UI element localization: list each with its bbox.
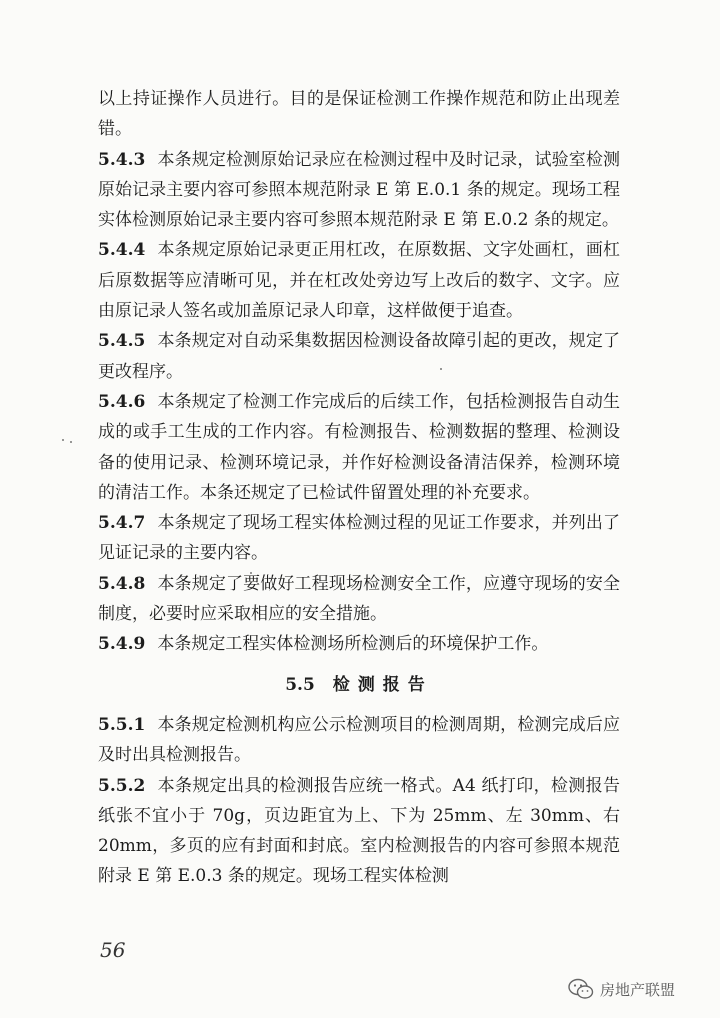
clause-text: 本条规定了检测工作完成后的后续工作，包括检测报告自动生成的或手工生成的工作内容。有检测报告、检测数据的整理、检测设备的使用记录、检测环境记录，并作好检测设备清洁保养，检测环境的清洁工作。本条还规定了已检试件留置处理的补充要求。 — [98, 391, 620, 503]
clause-5-4-9 — [98, 629, 620, 659]
clause-number: 5.5.1 — [98, 714, 146, 735]
clause-text: 本条规定检测原始记录应在检测过程中及时记录，试验室检测原始记录主要内容可参照本规范附录 E 第 E.0.1 条的规定。现场工程实体检测原始记录主要内容可参照本规范附录 E 第 E.0.2 条的规定。 — [98, 149, 620, 231]
clause-text: 本条规定原始记录更正用杠改，在原数据、文字处画杠，画杠后原数据等应清晰可见，并在杠改处旁边写上改后的数字、文字。应由原记录人签名或加盖原记录人印章，这样做便于追查。 — [98, 240, 620, 322]
section-title-text: 检测报告 — [332, 674, 433, 695]
clause-5-5-1 — [98, 710, 620, 771]
clause-text: 本条规定工程实体检测场所检测后的环境保护工作。 — [157, 634, 549, 655]
clause-text: 本条规定了现场工程实体检测过程的见证工作要求，并列出了见证记录的主要内容。 — [98, 513, 620, 564]
clause-5-4-6 — [98, 387, 620, 508]
scan-speck — [70, 441, 72, 443]
document-body — [98, 84, 620, 892]
section-number: 5.5 — [285, 674, 315, 695]
clause-number: 5.4.5 — [98, 331, 146, 352]
page-number: 56 — [100, 938, 126, 962]
scan-speck — [440, 368, 442, 370]
scan-speck — [62, 439, 64, 441]
clause-number: 5.4.6 — [98, 391, 146, 412]
watermark-text: 房地产联盟 — [600, 980, 676, 999]
clause-number: 5.4.4 — [98, 240, 146, 261]
clause-text: 本条规定了要做好工程现场检测安全工作，应遵守现场的安全制度，必要时应采取相应的安全措施。 — [98, 573, 620, 625]
clause-number: 5.4.3 — [98, 149, 146, 170]
clause-text: 本条规定检测机构应公示检测项目的检测周期，检测完成后应及时出具检测报告。 — [98, 714, 620, 766]
clause-5-4-3 — [98, 145, 620, 236]
clause-5-4-7 — [98, 508, 620, 569]
clause-text: 本条规定出具的检测报告应统一格式。A4 纸打印，检测报告纸张不宜小于 70g，页边距宜为上、下为 25mm、左 30mm、右 20mm，多页的应有封面和封底。室内检测报告的内容可参照本规范附录 E 第 E.0.3 条的规定。现场工程实体检测 — [98, 775, 620, 887]
clause-number: 5.5.2 — [98, 775, 146, 796]
scan-speck — [250, 572, 252, 574]
clause-5-4-8 — [98, 569, 620, 630]
paragraph-text: 以上持证操作人员进行。目的是保证检测工作操作规范和防止出现差错。 — [98, 89, 620, 140]
clause-5-4-4 — [98, 235, 620, 326]
clause-5-5-2 — [98, 771, 620, 892]
paragraph-continuation — [98, 84, 620, 145]
clause-number: 5.4.7 — [98, 513, 146, 534]
clause-number: 5.4.9 — [98, 634, 146, 655]
wechat-icon — [568, 978, 594, 1000]
clause-text: 本条规定对自动采集数据因检测设备故障引起的更改，规定了更改程序。 — [98, 331, 620, 382]
watermark — [568, 978, 675, 1000]
clause-5-4-5 — [98, 326, 620, 387]
clause-number: 5.4.8 — [98, 573, 146, 594]
section-heading — [98, 670, 620, 700]
